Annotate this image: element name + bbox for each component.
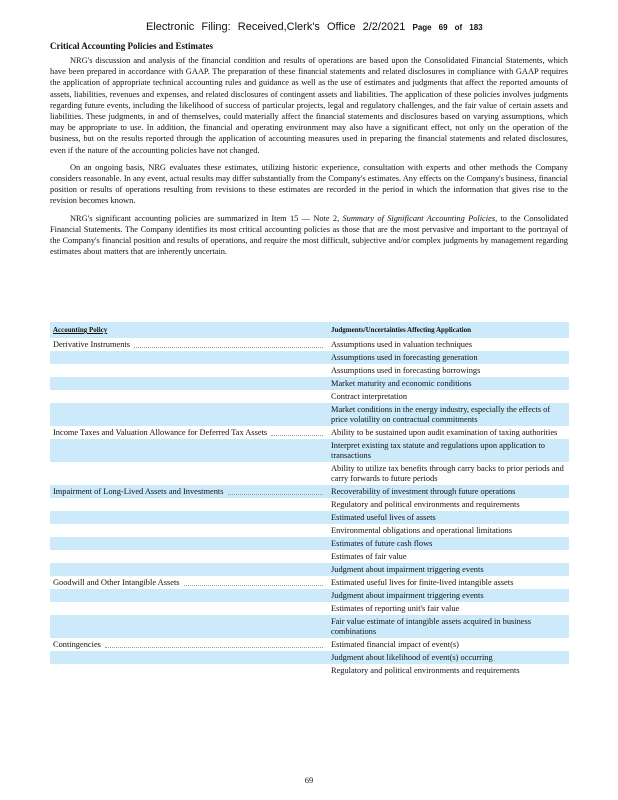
policy-cell (50, 462, 328, 485)
judgment-cell: Assumptions used in forecasting borrowings (331, 365, 481, 375)
page-of: of (454, 23, 463, 32)
table-row (50, 426, 569, 439)
policy-leader (53, 487, 325, 497)
judgment-cell: Estimates of future cash flows (328, 537, 569, 550)
table-row (50, 563, 569, 576)
table-row (50, 651, 569, 664)
table-row (50, 550, 569, 563)
paragraph: NRG's discussion and analysis of the financial condition and results of operations are based upon the Consolidated Financial Statements, which have been prepared in accordance with GAAP. The preparation of these financial statements and related disclosures in compliance with GAAP requires the application of appropriate technical accounting rules and guidance as well as the use of estimates and judgments that affect the reported amounts of assets, liabilities, revenues and expenses, and related disclosures of contingent assets and liabilities. The application of these policies involves judgments regarding future events, including the likelihood of success of particular projects, legal and regulatory challenges, and the fair value of certain assets and liabilities. These judgments, in and of themselves, could materially affect the financial statements and disclosures based on varying assumptions, which may be appropriate to use. In addition, the financial and operating environment may also have a significant effect, not only on the operation of the business, but on the results reported through the application of accounting measures used in preparing the financial statements and related disclosures, even if the nature of the accounting policies have not changed. (50, 56, 568, 155)
table-row (50, 403, 569, 426)
header-accounting-policy-text: Accounting Policy (53, 326, 108, 334)
policy-cell (50, 602, 328, 615)
policy-leader (53, 340, 325, 350)
policy-cell (50, 638, 328, 651)
policy-cell (50, 651, 328, 664)
judgment-cell: Judgment about impairment triggering events (328, 589, 569, 602)
judgment-cell: Ability to utilize tax benefits through carry backs to prior periods and carry forwards to future periods (331, 463, 564, 483)
policy-cell (50, 537, 328, 550)
header-accounting-policy (50, 322, 328, 338)
table-row (50, 364, 569, 377)
judgment-cell: Estimates of reporting unit's fair value (331, 603, 460, 613)
policy-cell (50, 390, 328, 403)
policy-cell (50, 426, 328, 439)
table-row (50, 462, 569, 485)
table-row (50, 351, 569, 364)
table-row (50, 615, 569, 638)
filing-prefix: Electronic Filing: Received,Clerk's Office (146, 21, 356, 33)
judgment-cell: Assumptions used in forecasting generation (328, 351, 569, 364)
page-number: 69 (304, 775, 314, 785)
table-row (50, 511, 569, 524)
table-row (50, 602, 569, 615)
judgment-cell: Regulatory and political environments and requirements (331, 499, 520, 509)
page-current: 69 (438, 23, 448, 32)
table-row (50, 524, 569, 537)
paragraph: On an ongoing basis, NRG evaluates these estimates, utilizing historic experience, consultation with experts and other methods the Company considers reasonable. In any event, actual results may differ substantially from the Company's estimates. Any effects on the Company's business, financial position or results of operations resulting from revisions to these estimates are recorded in the period in which the information that gives rise to the revision becomes known. (50, 162, 568, 206)
judgment-cell: Assumptions used in valuation techniques (331, 339, 472, 349)
policy-name: Goodwill and Other Intangible Assets (53, 577, 180, 587)
table-row (50, 485, 569, 498)
leader-dots (228, 494, 324, 495)
p3-text: , to the Consolidated Financial Statements. The Company identifies its most critical accounting policies as those that are the most pervasive and important to the portrayal of the Company's financial position and results of operations, and require the most difficult, subjective and/or complex judgments by management regarding estimates about matters that are inherently uncertain. (50, 213, 569, 257)
policy-name: Contingencies (53, 639, 101, 649)
policy-cell (50, 403, 328, 426)
judgment-cell: Market maturity and economic conditions (328, 377, 569, 390)
judgment-cell: Recoverability of investment through future operations (328, 485, 569, 498)
judgment-cell: Judgment about impairment triggering events (328, 563, 569, 576)
judgment-cell: Interpret existing tax statute and regulations upon application to transactions (328, 439, 569, 462)
table-row (50, 377, 569, 390)
body-text (50, 55, 568, 263)
judgment-cell: Estimated financial impact of event(s) (331, 639, 459, 649)
leader-dots (134, 347, 323, 348)
policy-cell (50, 524, 328, 537)
judgment-cell: Environmental obligations and operational limitations (331, 525, 512, 535)
judgment-cell: Estimated useful lives for finite-lived intangible assets (331, 577, 514, 587)
judgment-cell: Judgment about likelihood of event(s) occurring (328, 651, 569, 664)
note-reference: Summary of Significant Accounting Policies (342, 213, 496, 223)
table-row (50, 537, 569, 550)
judgment-cell: Fair value estimate of intangible assets acquired in business combinations (328, 615, 569, 638)
table-row (50, 338, 569, 351)
policy-name: Income Taxes and Valuation Allowance for Deferred Tax Assets (53, 427, 268, 437)
policy-cell (50, 351, 328, 364)
policy-cell (50, 511, 328, 524)
table-row (50, 498, 569, 511)
policy-cell (50, 485, 328, 498)
policy-name: Derivative Instruments (53, 339, 130, 349)
p3-text: NRG's significant accounting policies are summarized in Item 15 — Note 2, (70, 213, 340, 223)
policy-cell (50, 498, 328, 511)
critical-policies-table (50, 322, 569, 677)
page-total: 183 (469, 23, 483, 32)
table-row (50, 664, 569, 677)
judgment-cell: Contract interpretation (331, 391, 408, 401)
policy-cell (50, 439, 328, 462)
leader-dots (105, 647, 323, 648)
table-row (50, 576, 569, 589)
policy-cell (50, 576, 328, 589)
leader-dots (184, 585, 323, 586)
policy-cell (50, 589, 328, 602)
table-row (50, 390, 569, 403)
policy-cell (50, 338, 328, 351)
leader-dots (271, 435, 323, 436)
header-judgments: Judgments/Uncertainties Affecting Application (328, 322, 569, 338)
policy-cell (50, 615, 328, 638)
policy-leader (53, 428, 325, 438)
judgment-cell: Estimates of fair value (331, 551, 407, 561)
policy-cell (50, 364, 328, 377)
paragraph (50, 213, 568, 258)
judgment-cell: Regulatory and political environments and requirements (331, 665, 520, 675)
filing-date: 2/2/2021 (362, 21, 406, 33)
table-row (50, 589, 569, 602)
table-row (50, 638, 569, 651)
policy-cell (50, 664, 328, 677)
section-title: Critical Accounting Policies and Estimates (50, 41, 213, 51)
judgment-cell: Estimated useful lives of assets (328, 511, 569, 524)
policy-name: Impairment of Long-Lived Assets and Investments (53, 486, 224, 496)
table-row (50, 439, 569, 462)
policy-leader (53, 578, 325, 588)
policy-cell (50, 563, 328, 576)
policy-cell (50, 377, 328, 390)
policy-cell (50, 550, 328, 563)
filing-header (146, 21, 586, 33)
judgment-cell: Market conditions in the energy industry, especially the effects of price volatility on contractual commitments (328, 403, 569, 426)
judgment-cell: Ability to be sustained upon audit examination of taxing authorities (331, 427, 558, 437)
page-label: Page (412, 23, 432, 32)
policy-leader (53, 640, 325, 650)
